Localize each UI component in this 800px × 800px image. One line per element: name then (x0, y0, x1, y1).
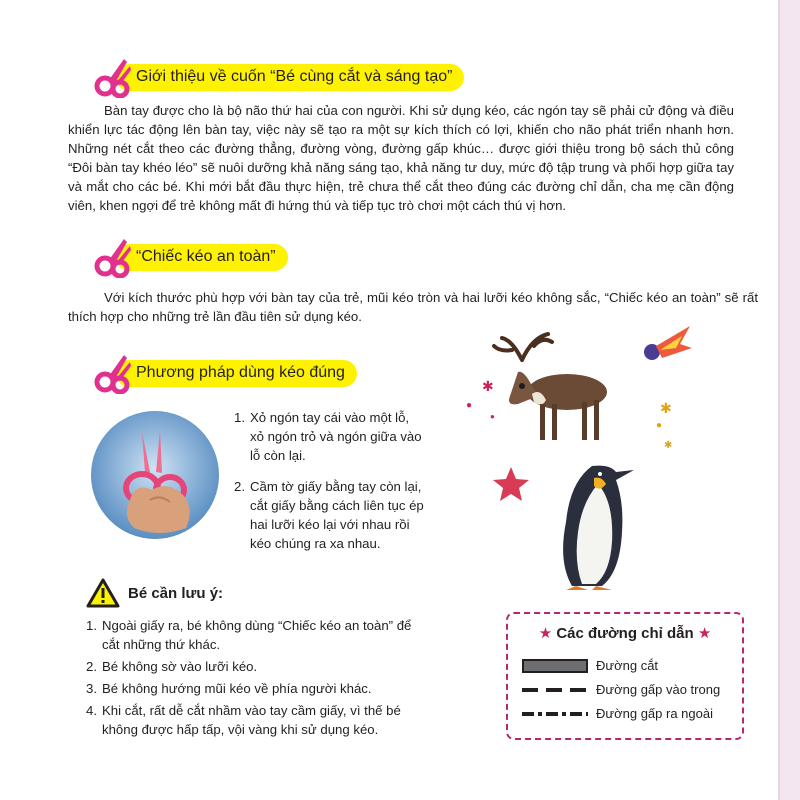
legend-label: Đường gấp ra ngoài (596, 706, 713, 721)
line-legend (506, 612, 744, 740)
star-icon: ✱ (660, 400, 672, 416)
method-step (234, 408, 426, 465)
method-steps (234, 408, 426, 565)
intro-heading-text: Giới thiệu về cuốn “Bé cùng cắt và sáng tạo” (116, 64, 464, 91)
step-text: Xỏ ngón tay cái vào một lỗ, xỏ ngón trỏ và ngón giữa vào lỗ còn lại. (250, 410, 422, 463)
fold-in-line-sample (522, 688, 588, 692)
star-icon: ★ (697, 625, 712, 642)
method-step (234, 477, 426, 553)
legend-label: Đường cắt (596, 658, 659, 673)
notes-title-text: Bé cần lưu ý: (128, 584, 224, 602)
star-icon: ★ (538, 625, 553, 642)
notes-list (86, 616, 416, 742)
note-number: 2. (86, 659, 97, 674)
safe-scissors-paragraph-text: Với kích thước phù hợp với bàn tay của trẻ, mũi kéo tròn và hai lưỡi kéo không sắc, “Chiếc kéo an toàn” sẽ rất thích hợp cho những trẻ lần đầu tiên sử dụng kéo. (68, 290, 758, 324)
scissors-icon (94, 236, 132, 278)
warning-icon (86, 578, 120, 608)
note-number: 4. (86, 703, 97, 718)
note-text: Bé không sờ vào lưỡi kéo. (102, 659, 258, 674)
safe-scissors-paragraph (68, 288, 758, 326)
intro-paragraph (68, 101, 734, 215)
page-edge-line (778, 0, 780, 800)
method-heading-text: Phương pháp dùng kéo đúng (116, 360, 357, 387)
safe-scissors-heading (94, 236, 288, 278)
legend-row-fold-out (522, 706, 713, 721)
fold-out-line-sample (522, 712, 588, 716)
cut-line-sample (522, 659, 588, 673)
note-number: 3. (86, 681, 97, 696)
step-number: 1. (234, 410, 245, 425)
note-text: Ngoài giấy ra, bé không dùng “Chiếc kéo an toàn” để cắt những thứ khác. (102, 618, 412, 652)
star-icon: ✱ (482, 378, 494, 394)
note-item (86, 679, 416, 698)
star-icon: ✱ (664, 440, 673, 451)
dot-decoration: ● (656, 420, 663, 431)
safe-scissors-heading-text: “Chiếc kéo an toàn” (116, 244, 288, 271)
legend-title-text: Các đường chỉ dẫn (556, 625, 694, 642)
dot-decoration: ● (466, 400, 473, 411)
legend-row-cut (522, 658, 658, 673)
scissors-icon (94, 56, 132, 98)
note-item (86, 657, 416, 676)
legend-row-fold-in (522, 682, 720, 697)
page-edge (780, 0, 800, 800)
note-number: 1. (86, 618, 97, 633)
legend-label: Đường gấp vào trong (596, 682, 721, 697)
comet-decoration (636, 322, 696, 368)
penguin-illustration (552, 462, 648, 592)
hand-scissors-photo (90, 410, 220, 540)
intro-paragraph-text: Bàn tay được cho là bộ não thứ hai của con người. Khi sử dụng kéo, các ngón tay sẽ phải cử động và điều khiển lực tác động lên bàn tay, việc này sẽ tạo ra một sự kích thích có lợi, khiến cho não phát triển nhanh hơn. Những nét cắt theo các đường thẳng, đường vòng, đường gấp khúc… được giới thiệu trong bộ sách thủ công “Đôi bàn tay khéo léo” sẽ nuôi dưỡng khả năng sáng tạo, khả năng tư duy, mức độ tập trung và phối hợp giữa tay và mắt cho các bé. Khi mới bắt đầu thực hiện, trẻ chưa thể cắt theo đúng các đường chỉ dẫn, cha mẹ cần động viên, khen ngợi để trẻ không mất đi hứng thú và tiếp tục trò chơi một cách thú vị hơn. (68, 103, 734, 213)
legend-title (508, 624, 742, 642)
note-item (86, 701, 416, 739)
notes-title (86, 578, 223, 608)
step-number: 2. (234, 479, 245, 494)
intro-heading (94, 56, 464, 98)
scissors-icon (94, 352, 132, 394)
note-text: Bé không hướng mũi kéo về phía người khác. (102, 681, 372, 696)
dot-decoration: ● (490, 412, 495, 421)
step-text: Cầm tờ giấy bằng tay còn lại, cắt giấy bằng cách liên tục ép hai lưỡi kéo lại với nhau rồi kéo chúng ra xa nhau. (250, 479, 424, 551)
note-text: Khi cắt, rất dễ cắt nhầm vào tay cầm giấy, vì thế bé không được hấp tấp, vội vàng khi sử dụng kéo. (102, 703, 401, 737)
note-item (86, 616, 416, 654)
star-icon (492, 466, 530, 502)
method-heading (94, 352, 357, 394)
